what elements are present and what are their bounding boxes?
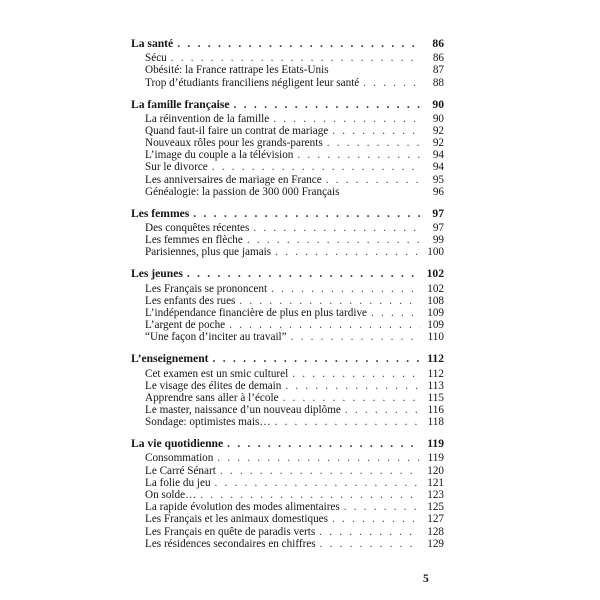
section-page: 86 (432, 37, 444, 50)
dot-leader (212, 161, 420, 173)
entry-page: 94 (432, 161, 444, 174)
table-of-contents (131, 38, 444, 560)
section-page: 119 (427, 437, 444, 451)
entry-title: Le visage des élites de demain (145, 379, 282, 392)
entry-title: La folie du jeu (145, 476, 211, 489)
entry-page: 118 (427, 416, 444, 429)
entry-title: Les femmes en flèche (145, 234, 243, 247)
dot-leader (200, 489, 420, 501)
dot-leader (217, 452, 420, 464)
entry-page: 94 (432, 149, 444, 162)
entry-title: La réinvention de la famille (145, 112, 270, 125)
toc-entry (131, 222, 444, 234)
section-title: Les femmes (131, 206, 190, 220)
dot-leader (177, 38, 420, 50)
dot-leader (332, 513, 420, 525)
entry-page: 109 (427, 319, 444, 332)
toc-section (131, 438, 444, 550)
toc-entry (131, 368, 444, 380)
dot-leader (193, 208, 420, 220)
section-title: La vie quotidienne (131, 437, 224, 451)
entry-page: 110 (427, 331, 444, 344)
toc-entry (131, 174, 444, 186)
section-heading (131, 438, 444, 450)
entry-page: 121 (427, 476, 444, 489)
entry-title: Les Français se prononcent (145, 282, 268, 295)
entry-title: Des conquêtes récentes (145, 222, 250, 235)
dot-leader (344, 501, 420, 513)
entry-title: L’indépendance financière de plus en plus tardive (145, 306, 368, 319)
toc-entry (131, 416, 444, 428)
entry-page: 99 (432, 234, 444, 247)
entry-title: Sondage: optimistes mais… (145, 416, 271, 429)
section-page: 97 (432, 206, 444, 220)
entry-page: 108 (427, 294, 444, 307)
dot-leader (187, 268, 420, 280)
toc-entry (131, 246, 444, 258)
entry-title: Consommation (145, 452, 214, 465)
section-heading (131, 99, 444, 111)
entry-title: Obésité: la France rattrape les Etats-Unis (145, 64, 329, 77)
toc-entry (131, 307, 444, 319)
dot-leader (239, 295, 420, 307)
dot-leader (213, 353, 420, 365)
entry-title: Parisiennes, plus que jamais (145, 246, 272, 259)
toc-section (131, 268, 444, 343)
section-page: 90 (432, 97, 444, 111)
page-number: 5 (423, 573, 429, 585)
section-page: 102 (426, 267, 444, 281)
entry-title: Les résidences secondaires en chiffres (145, 537, 316, 550)
entry-title: Les Français en quête de paradis verts (145, 525, 316, 538)
toc-entry (131, 52, 444, 64)
dot-leader (326, 174, 420, 186)
toc-entry (131, 125, 444, 137)
toc-entry (131, 113, 444, 125)
entry-title: Nouveaux rôles pour les grands-parents (145, 137, 323, 150)
entry-page: 113 (427, 379, 444, 392)
entry-page: 92 (432, 137, 444, 150)
dot-leader (345, 404, 420, 416)
toc-entry (131, 137, 444, 149)
entry-title: Cet examen est un smic culturel (145, 367, 289, 380)
entry-page: 125 (427, 501, 444, 514)
entry-page: 123 (427, 488, 444, 501)
toc-entry (131, 489, 444, 501)
section-heading (131, 353, 444, 365)
dot-leader (171, 52, 420, 64)
toc-entry (131, 404, 444, 416)
entry-title: On solde… (145, 488, 197, 501)
dot-leader (275, 246, 420, 258)
toc-entry (131, 161, 444, 173)
toc-entry (131, 392, 444, 404)
dot-leader (273, 113, 420, 125)
entry-page: 127 (427, 513, 444, 526)
dot-leader (327, 137, 420, 149)
toc-entry (131, 295, 444, 307)
entry-page: 102 (427, 282, 444, 295)
entry-title: Les enfants des rues (145, 294, 236, 307)
entry-page: 119 (427, 452, 444, 465)
toc-entry (131, 64, 444, 76)
toc-section (131, 99, 444, 199)
entry-title: L’argent de poche (145, 319, 226, 332)
section-heading (131, 208, 444, 220)
entry-page: 109 (427, 306, 444, 319)
dot-leader (234, 99, 420, 111)
toc-entry (131, 526, 444, 538)
entry-page: 116 (427, 404, 444, 417)
dot-leader (292, 368, 420, 380)
toc-section (131, 38, 444, 89)
toc-entry (131, 477, 444, 489)
toc-entry (131, 380, 444, 392)
section-title: La famille française (131, 97, 230, 111)
section-title: L’enseignement (131, 352, 209, 366)
toc-entry (131, 501, 444, 513)
dot-leader (275, 416, 420, 428)
dot-leader (220, 465, 420, 477)
section-page: 112 (427, 352, 444, 366)
dot-leader (215, 477, 420, 489)
entry-title: Les anniversaires de mariage en France (145, 173, 322, 186)
entry-page: 86 (432, 52, 444, 65)
entry-page: 129 (427, 537, 444, 550)
entry-title: Le master, naissance d’un nouveau diplôme (145, 404, 341, 417)
entry-title: La rapide évolution des modes alimentaires (145, 501, 340, 514)
dot-leader (332, 125, 420, 137)
entry-page: 90 (432, 112, 444, 125)
dot-leader (363, 77, 420, 89)
entry-title: Trop d’étudiants franciliens négligent leur santé (145, 76, 360, 89)
dot-leader (283, 392, 420, 404)
toc-entry (131, 319, 444, 331)
entry-page: 120 (427, 464, 444, 477)
entry-page: 100 (427, 246, 444, 259)
toc-entry (131, 465, 444, 477)
entry-page: 95 (432, 173, 444, 186)
toc-entry (131, 283, 444, 295)
toc-entry (131, 452, 444, 464)
dot-leader (320, 538, 420, 550)
entry-title: Apprendre sans aller à l’école (145, 391, 279, 404)
entry-title: “Une façon d’inciter au travail” (145, 331, 287, 344)
toc-entry (131, 149, 444, 161)
dot-leader (291, 331, 420, 343)
dot-leader (247, 234, 420, 246)
dot-leader (285, 380, 420, 392)
entry-title: L’image du couple a la télévision (145, 149, 294, 162)
entry-page: 96 (432, 185, 444, 198)
toc-entry (131, 186, 444, 198)
section-heading (131, 268, 444, 280)
section-title: Les jeunes (131, 267, 183, 281)
dot-leader (371, 307, 420, 319)
entry-title: Le Carré Sénart (145, 464, 216, 477)
entry-page: 92 (432, 124, 444, 137)
dot-leader (271, 283, 420, 295)
dot-leader (297, 149, 420, 161)
toc-entry (131, 513, 444, 525)
entry-title: Sécu (145, 52, 167, 65)
toc-section (131, 353, 444, 428)
entry-title: Sur le divorce (145, 161, 208, 174)
toc-section (131, 208, 444, 259)
entry-page: 128 (427, 525, 444, 538)
toc-entry (131, 331, 444, 343)
toc-entry (131, 234, 444, 246)
entry-page: 115 (427, 391, 444, 404)
entry-title: Quand faut-il faire un contrat de mariage (145, 124, 329, 137)
entry-page: 97 (432, 222, 444, 235)
dot-leader (253, 222, 420, 234)
entry-page: 88 (432, 76, 444, 89)
toc-entry (131, 77, 444, 89)
dot-leader (229, 319, 420, 331)
entry-page: 87 (432, 64, 444, 77)
entry-title: Les Français et les animaux domestiques (145, 513, 328, 526)
section-heading (131, 38, 444, 50)
entry-page: 112 (427, 367, 444, 380)
dot-leader (319, 526, 420, 538)
toc-entry (131, 538, 444, 550)
section-title: La santé (131, 37, 174, 50)
entry-title: Généalogie: la passion de 300 000 Français (145, 185, 340, 198)
dot-leader (227, 438, 420, 450)
